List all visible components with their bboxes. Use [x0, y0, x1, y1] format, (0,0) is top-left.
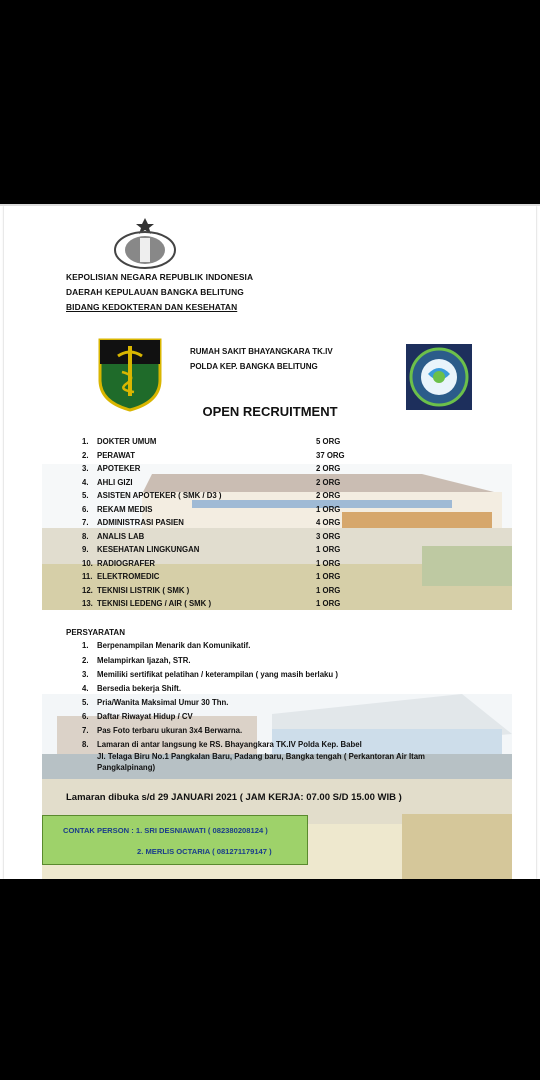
position-count: 37 ORG [316, 450, 345, 460]
position-count: 2 ORG [316, 464, 341, 473]
requirement-text: Lamaran di antar langsung ke RS. Bhayangkara TK.IV Polda Kep. Babel [97, 740, 362, 749]
requirement-text: Pria/Wanita Maksimal Umur 30 Thn. [97, 698, 229, 707]
requirement-text: Jl. Telaga Biru No.1 Pangkalan Baru, Padang baru, Bangka tengah ( Perkantoran Air Itam Pangkalpinang) [97, 752, 425, 772]
requirement-text: Daftar Riwayat Hidup / CV [97, 712, 193, 721]
position-name: APOTEKER [97, 464, 141, 473]
position-number: 5. [82, 491, 89, 500]
position-row [82, 464, 382, 477]
requirement-number: 5. [82, 698, 89, 707]
position-number: 13. [82, 599, 93, 608]
requirement-number: 6. [82, 712, 89, 721]
health-department-logo-icon [96, 336, 164, 412]
requirement-number: 8. [82, 740, 89, 749]
position-count: 1 ORG [316, 599, 341, 608]
requirement-text: Berpenampilan Menarik dan Komunikatif. [97, 641, 251, 650]
position-row [82, 451, 382, 464]
position-name: ANALIS LAB [97, 531, 145, 541]
position-name: PERAWAT [97, 450, 135, 460]
header-line-1: KEPOLISIAN NEGARA REPUBLIK INDONESIA [66, 272, 254, 282]
deadline-text: Lamaran dibuka s/d 29 JANUARI 2021 ( JAM KERJA: 07.00 S/D 15.00 WIB ) [66, 792, 402, 803]
requirement-text: Melampirkan Ijazah, STR. [97, 656, 191, 665]
position-name: RADIOGRAFER [97, 558, 156, 568]
position-row [82, 437, 382, 450]
position-number: 2. [82, 450, 89, 460]
position-row [82, 505, 382, 518]
position-number: 4. [82, 477, 89, 487]
requirement-text: Memiliki sertifikat pelatihan / keterampilan ( yang masih berlaku ) [97, 670, 338, 679]
position-count: 2 ORG [316, 491, 341, 500]
position-count: 5 ORG [316, 437, 341, 446]
position-count: 3 ORG [316, 531, 341, 541]
position-row [82, 478, 382, 491]
position-count: 4 ORG [316, 518, 341, 527]
header-line-3: BIDANG KEDOKTERAN DAN KESEHATAN [66, 302, 238, 312]
position-row [82, 532, 382, 545]
position-row [82, 586, 382, 599]
hospital-logo-icon [406, 344, 472, 410]
requirement-number: 3. [82, 670, 89, 679]
position-number: 7. [82, 518, 89, 527]
contact-box [42, 815, 308, 865]
position-name: ELEKTROMEDIC [97, 572, 160, 581]
position-row [82, 491, 382, 504]
position-name: ASISTEN APOTEKER ( SMK / D3 ) [97, 491, 222, 500]
position-name: TEKNISI LEDENG / AIR ( SMK ) [97, 599, 212, 608]
page-title: OPEN RECRUITMENT [202, 404, 338, 419]
hospital-region: POLDA KEP. BANGKA BELITUNG [190, 362, 318, 371]
position-row [82, 599, 382, 612]
position-name: ADMINISTRASI PASIEN [97, 518, 184, 527]
recruitment-flyer [0, 204, 540, 879]
position-row [82, 559, 382, 572]
position-count: 2 ORG [316, 477, 341, 487]
header-line-2: DAERAH KEPULAUAN BANGKA BELITUNG [66, 287, 244, 297]
position-count: 1 ORG [316, 585, 341, 595]
hospital-name: RUMAH SAKIT BHAYANGKARA TK.IV [190, 347, 333, 356]
requirement-text: Pas Foto terbaru ukuran 3x4 Berwarna. [97, 726, 243, 735]
position-number: 8. [82, 531, 89, 541]
position-number: 12. [82, 585, 93, 595]
position-number: 10. [82, 558, 93, 568]
position-number: 9. [82, 545, 89, 554]
position-count: 1 ORG [316, 558, 341, 568]
position-name: TEKNISI LISTRIK ( SMK ) [97, 585, 190, 595]
requirement-number: 7. [82, 726, 89, 735]
position-number: 11. [82, 572, 93, 581]
position-count: 1 ORG [316, 504, 341, 514]
position-number: 1. [82, 437, 89, 446]
contact-line-2: 2. MERLIS OCTARIA ( 081271179147 ) [137, 847, 272, 856]
position-name: DOKTER UMUM [97, 437, 157, 446]
position-name: KESEHATAN LINGKUNGAN [97, 545, 200, 554]
position-count: 1 ORG [316, 572, 341, 581]
position-row [82, 518, 382, 531]
police-emblem-icon [110, 216, 180, 272]
requirement-number: 2. [82, 656, 89, 665]
contact-line-1: CONTAK PERSON : 1. SRI DESNIAWATI ( 082380208124 ) [63, 826, 268, 835]
position-row [82, 545, 382, 558]
requirement-text: Bersedia bekerja Shift. [97, 684, 182, 693]
position-name: AHLI GIZI [97, 477, 133, 487]
position-number: 3. [82, 464, 89, 473]
position-count: 1 ORG [316, 545, 341, 554]
position-number: 6. [82, 504, 89, 514]
position-row [82, 572, 382, 585]
requirement-number: 4. [82, 684, 89, 693]
position-name: REKAM MEDIS [97, 504, 153, 514]
requirements-heading: PERSYARATAN [66, 628, 125, 637]
requirement-number: 1. [82, 641, 89, 650]
